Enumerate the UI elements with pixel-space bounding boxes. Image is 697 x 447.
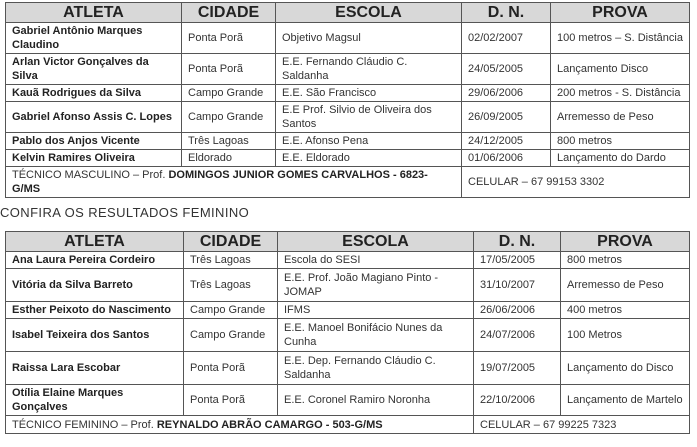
athlete-cell: Gabriel Antônio Marques Claudino [6,23,182,54]
coach-cell [6,167,462,198]
city-cell: Três Lagoas [182,133,276,150]
city-cell: Ponta Porã [182,23,276,54]
city-cell: Campo Grande [184,319,278,352]
coach-name: REYNALDO ABRÃO CAMARGO - 503-G/MS [156,418,383,431]
school-cell: Objetivo Magsul [276,23,462,54]
school-cell: E.E. Coronel Ramiro Noronha [278,385,474,416]
header-school: ESCOLA [276,3,462,23]
header-event: PROVA [551,3,690,23]
header-event: PROVA [561,232,690,252]
table-row [6,252,690,269]
table-row [6,385,690,416]
header-birth-date: D. N. [462,3,551,23]
table-row [6,85,690,102]
birth-date-cell: 19/07/2005 [474,352,561,385]
coach-cell [6,416,474,434]
athlete-cell: Kelvin Ramires Oliveira [6,150,182,167]
athlete-cell: Isabel Teixeira dos Santos [6,319,184,352]
coach-phone-cell: CELULAR – 67 99225 7323 [474,416,690,434]
city-cell: Ponta Porã [184,385,278,416]
birth-date-cell: 31/10/2007 [474,269,561,302]
header-school: ESCOLA [278,232,474,252]
female-results-table [5,231,690,434]
coach-phone-cell: CELULAR – 67 99153 3302 [462,167,690,198]
table-row [6,102,690,133]
event-cell: Lançamento Disco [551,54,690,85]
athlete-cell: Pablo dos Anjos Vicente [6,133,182,150]
event-cell: 200 metros - S. Distância [551,85,690,102]
city-cell: Três Lagoas [184,269,278,302]
birth-date-cell: 29/06/2006 [462,85,551,102]
event-cell: 800 metros [551,133,690,150]
school-cell: Escola do SESI [278,252,474,269]
event-cell: 100 metros – S. Distância [551,23,690,54]
header-birth-date: D. N. [474,232,561,252]
coach-name: DOMINGOS JUNIOR GOMES CARVALHOS - 6823-G/MS [12,169,428,195]
school-cell: E.E. Manoel Bonifácio Nunes da Cunha [278,319,474,352]
city-cell: Campo Grande [182,85,276,102]
athlete-cell: Esther Peixoto do Nascimento [6,302,184,319]
table-row [6,23,690,54]
birth-date-cell: 22/10/2006 [474,385,561,416]
birth-date-cell: 24/07/2006 [474,319,561,352]
coach-prefix: TÉCNICO MASCULINO – Prof. [12,169,166,181]
birth-date-cell: 17/05/2005 [474,252,561,269]
table-row [6,54,690,85]
school-cell: E.E. Afonso Pena [276,133,462,150]
coach-prefix: TÉCNICO FEMININO – Prof. [12,418,154,431]
header-city: CIDADE [184,232,278,252]
athlete-cell: Otília Elaine Marques Gonçalves [6,385,184,416]
event-cell: 100 Metros [561,319,690,352]
city-cell: Campo Grande [182,102,276,133]
athlete-cell: Arlan Victor Gonçalves da Silva [6,54,182,85]
table-row [6,302,690,319]
event-cell: Arremesso de Peso [551,102,690,133]
athlete-cell: Raissa Lara Escobar [6,352,184,385]
school-cell: E.E. Prof. João Magiano Pinto - JOMAP [278,269,474,302]
birth-date-cell: 26/06/2006 [474,302,561,319]
table-row [6,133,690,150]
table-row [6,269,690,302]
athlete-cell: Vitória da Silva Barreto [6,269,184,302]
city-cell: Eldorado [182,150,276,167]
athlete-cell: Ana Laura Pereira Cordeiro [6,252,184,269]
event-cell: Lançamento do Dardo [551,150,690,167]
event-cell: Lançamento de Martelo [561,385,690,416]
event-cell: 800 metros [561,252,690,269]
city-cell: Ponta Porã [182,54,276,85]
event-cell: Lançamento do Disco [561,352,690,385]
city-cell: Três Lagoas [184,252,278,269]
event-cell: Arremesso de Peso [561,269,690,302]
school-cell: E.E Prof. Silvio de Oliveira dos Santos [276,102,462,133]
school-cell: E.E. Eldorado [276,150,462,167]
school-cell: IFMS [278,302,474,319]
school-cell: E.E. Fernando Cláudio C. Saldanha [276,54,462,85]
section-title-female: CONFIRA OS RESULTADOS FEMININO [0,205,250,220]
table-header-row [6,232,690,252]
header-athlete: ATLETA [6,3,182,23]
school-cell: E.E. Dep. Fernando Cláudio C. Saldanha [278,352,474,385]
city-cell: Ponta Porã [184,352,278,385]
athlete-cell: Kauã Rodrigues da Silva [6,85,182,102]
header-athlete: ATLETA [6,232,184,252]
table-row [6,319,690,352]
school-cell: E.E. São Francisco [276,85,462,102]
male-results-table [5,2,690,198]
table-header-row [6,3,690,23]
coach-row [6,167,690,198]
athlete-cell: Gabriel Afonso Assis C. Lopes [6,102,182,133]
coach-row [6,416,690,434]
header-city: CIDADE [182,3,276,23]
birth-date-cell: 02/02/2007 [462,23,551,54]
birth-date-cell: 24/05/2005 [462,54,551,85]
table-row [6,352,690,385]
birth-date-cell: 26/09/2005 [462,102,551,133]
event-cell: 400 metros [561,302,690,319]
birth-date-cell: 01/06/2006 [462,150,551,167]
table-row [6,150,690,167]
city-cell: Campo Grande [184,302,278,319]
birth-date-cell: 24/12/2005 [462,133,551,150]
